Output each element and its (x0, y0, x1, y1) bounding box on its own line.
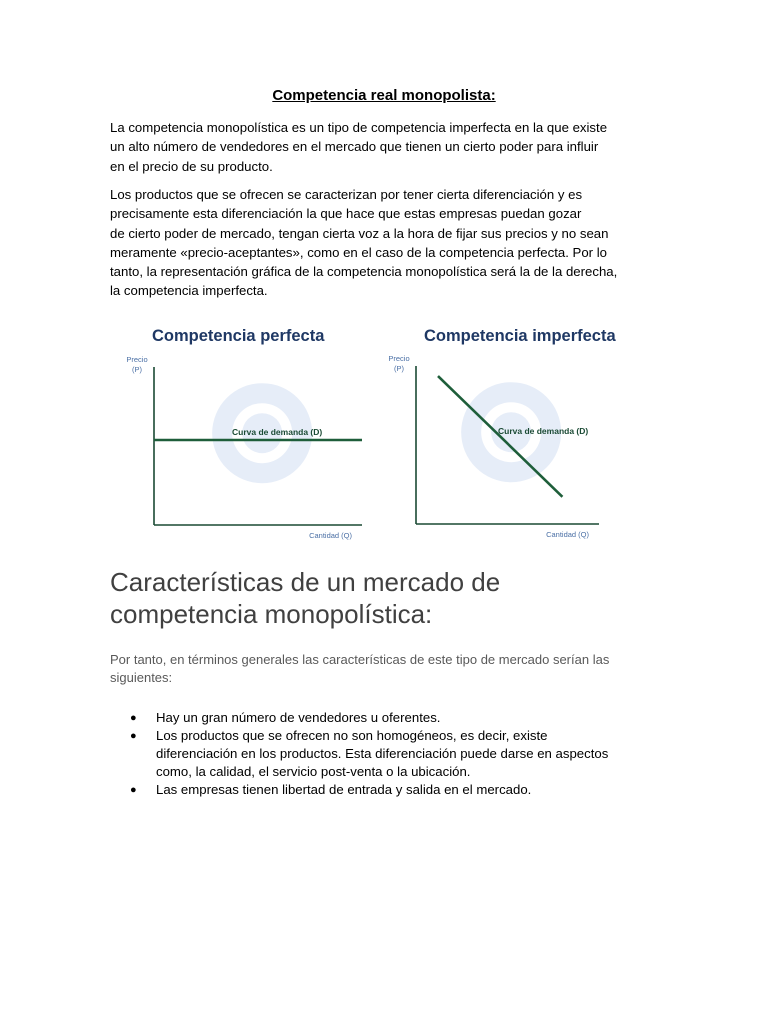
section-heading (110, 566, 500, 630)
intro-paragraph (110, 651, 670, 687)
list-item (110, 727, 670, 781)
bullet-icon: ● (130, 712, 137, 724)
chart-title: Competencia perfecta (152, 327, 325, 345)
x-axis-label: Cantidad (Q) (546, 530, 589, 539)
list-item-text: Las empresas tienen libertad de entrada y salida en el mercado. (156, 782, 532, 797)
heading-line: competencia monopolística: (110, 599, 433, 629)
text-line: tanto, la representación gráfica de la competencia monopolística será la de la derecha, (110, 264, 618, 280)
text-line: de cierto poder de mercado, tengan cierta voz a la hora de fijar sus precios y no sean (110, 225, 609, 241)
characteristics-list (110, 709, 670, 799)
paragraph-differentiation (110, 185, 670, 301)
text-line: La competencia monopolística es un tipo de competencia imperfecta en la que existe (110, 120, 608, 135)
text-line: siguientes: (110, 670, 173, 685)
bullet-icon: ● (130, 784, 137, 796)
document-title: Competencia real monopolista: (272, 87, 496, 104)
y-axis-label: (P) (132, 365, 142, 374)
text-line: meramente «precio-aceptantes», como en el caso de la competencia perfecta. Por lo (110, 244, 608, 260)
chart-title: Competencia imperfecta (424, 327, 616, 345)
heading-line: Características de un mercado de (110, 567, 501, 597)
demand-curve-label: Curva de demanda (D) (498, 426, 589, 436)
y-axis-label: Precio (126, 355, 148, 364)
charts-svg (112, 318, 662, 550)
text-line: en el precio de su producto. (110, 158, 273, 174)
list-item-text: como, la calidad, el servicio post-venta o la ubicación. (156, 764, 471, 779)
demand-curve-label: Curva de demanda (D) (232, 427, 323, 437)
text-line: precisamente esta diferenciación la que hace que estas empresas puedan gozar (110, 206, 582, 222)
list-item (110, 709, 670, 727)
y-axis-label: (P) (394, 364, 404, 373)
y-axis-label: Precio (388, 354, 410, 363)
list-item-text: Los productos que se ofrecen no son homogéneos, es decir, existe (156, 728, 548, 743)
competition-charts-figure (112, 318, 662, 550)
list-item-text: diferenciación en los productos. Esta diferenciación puede darse en aspectos (156, 746, 609, 761)
x-axis-label: Cantidad (Q) (309, 531, 352, 540)
text-line: Los productos que se ofrecen se caracterizan por tener cierta diferenciación y es (110, 187, 583, 202)
bullet-icon: ● (130, 730, 137, 742)
text-line: Por tanto, en términos generales las características de este tipo de mercado serían las (110, 652, 610, 667)
text-line: la competencia imperfecta. (110, 283, 268, 299)
text-line: un alto número de vendedores en el mercado que tienen un cierto poder para influir (110, 139, 599, 155)
list-item-text: Hay un gran número de vendedores u oferentes. (156, 710, 441, 725)
list-item (110, 781, 670, 799)
paragraph-definition (110, 118, 670, 176)
